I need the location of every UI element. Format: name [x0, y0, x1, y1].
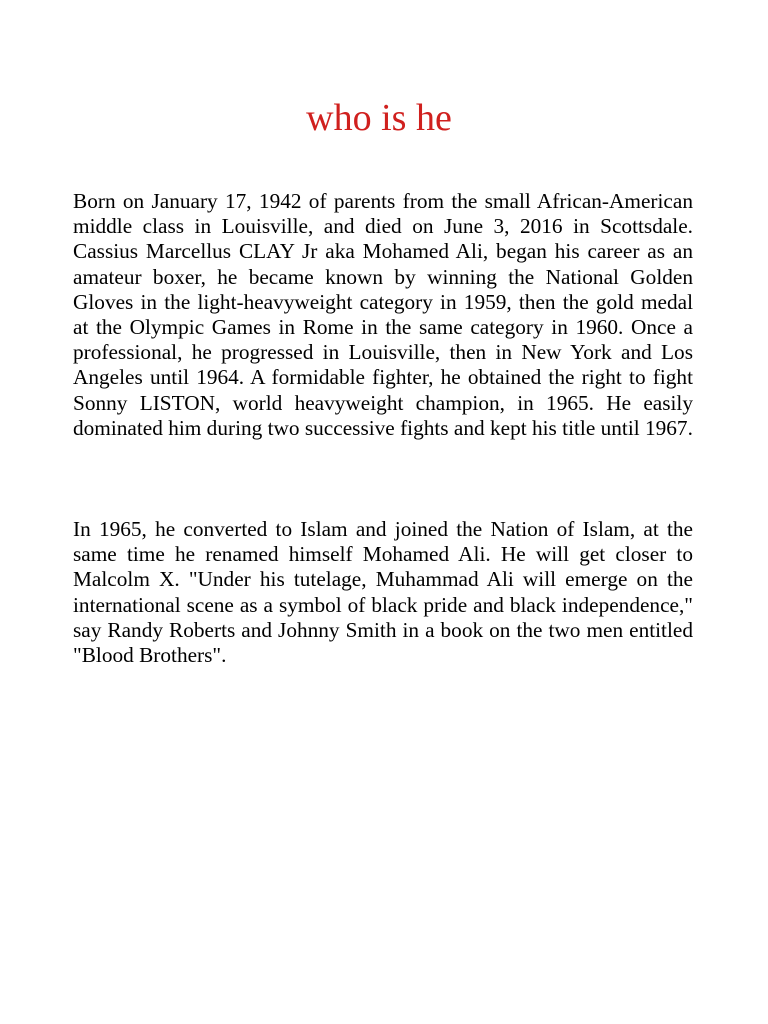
paragraph-conversion: In 1965, he converted to Islam and joined the Nation of Islam, at the same time he renamed himself Mohamed Ali. He will get closer to Malcolm X. "Under his tutelage, Muhammad Ali will emerge on the international scene as a symbol of black pride and black independence," say Randy Roberts and Johnny Smith in a book on the two men entitled "Blood Brothers". — [73, 517, 693, 668]
paragraph-biography: Born on January 17, 1942 of parents from the small African-American middle class in Louisville, and died on June 3, 2016 in Scottsdale. Cassius Marcellus CLAY Jr aka Mohamed Ali, began his career as an amateur boxer, he became known by winning the National Golden Gloves in the light-heavyweight category in 1959, then the gold medal at the Olympic Games in Rome in the same category in 1960. Once a professional, he progressed in Louisville, then in New York and Los Angeles until 1964. A formidable fighter, he obtained the right to fight Sonny LISTON, world heavyweight champion, in 1965. He easily dominated him during two successive fights and kept his title until 1967. — [73, 189, 693, 440]
page-title: who is he — [306, 97, 452, 139]
